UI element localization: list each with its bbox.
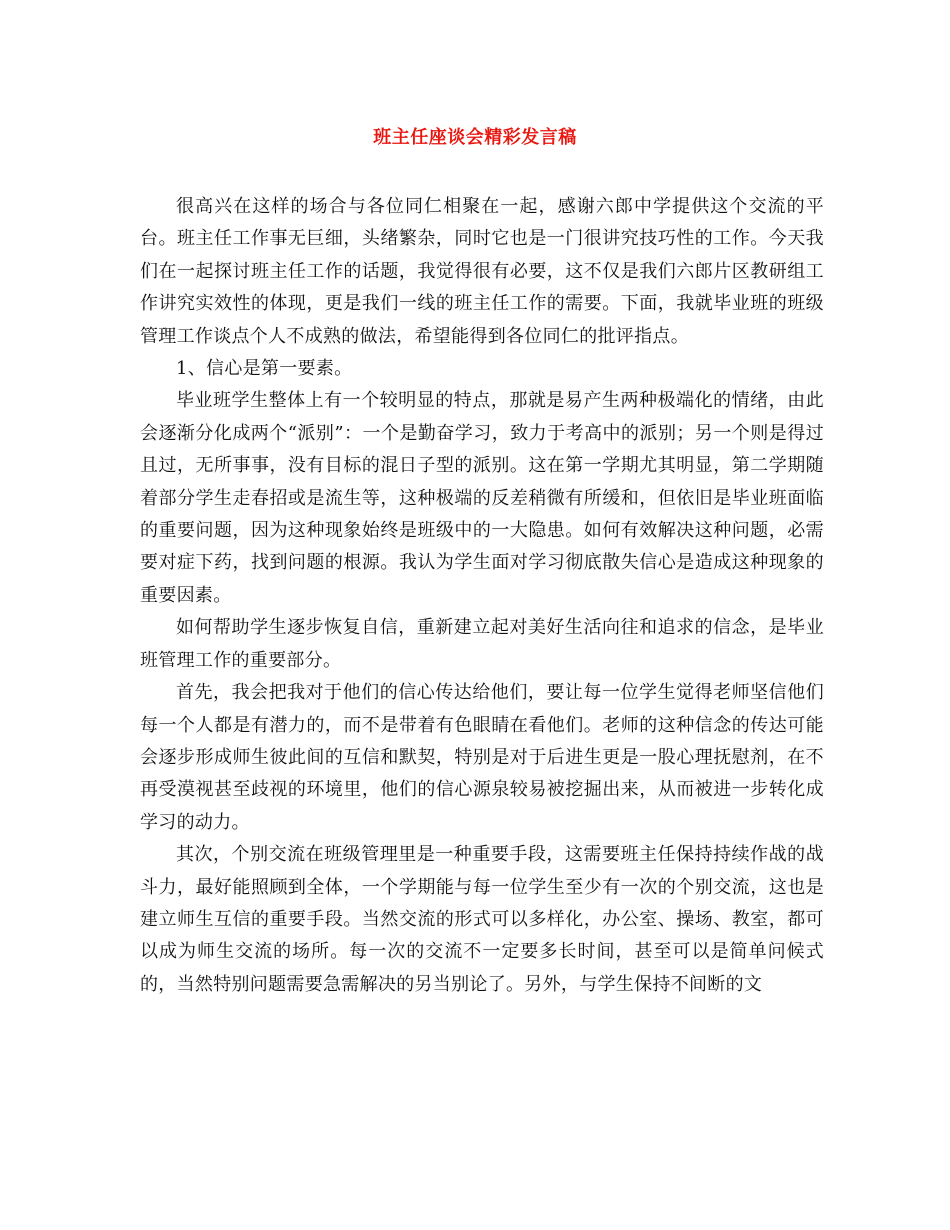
document-title: 班主任座谈会精彩发言稿 [373,127,577,148]
paragraph-intro: 很高兴在这样的场合与各位同仁相聚在一起，感谢六郎中学提供这个交流的平台。班主任工作事无巨细，头绪繁杂，同时它也是一门很讲究技巧性的工作。今天我们在一起探讨班主任工作的话题，我觉得很有必要，这不仅是我们六郎片区教研组工作讲究实效性的体现，更是我们一线的班主任工作的需要。下面，我就毕业班的班级管理工作谈点个人不成熟的做法，希望能得到各位同仁的批评指点。 [140,196,824,347]
section-heading-confidence: 1、信心是第一要素。 [176,358,353,380]
paragraph-first: 首先，我会把我对于他们的信心传达给他们，要让每一位学生觉得老师坚信他们每一个人都是有潜力的，而不是带着有色眼睛在看他们。老师的这种信念的传达可能会逐步形成师生彼此间的互信和默契，特别是对于后进生更是一股心理抚慰剂，在不再受漠视甚至歧视的环境里，他们的信心源泉较易被挖掘出来，从而被进一步转化成学习的动力。 [140,682,824,833]
paragraph-second: 其次，个别交流在班级管理里是一种重要手段，这需要班主任保持持续作战的战斗力，最好能照顾到全体，一个学期能与每一位学生至少有一次的个别交流，这也是建立师生互信的重要手段。当然交流的形式可以多样化，办公室、操场、教室，都可以成为师生交流的场所。每一次的交流不一定要多长时间，甚至可以是简单问候式的，当然特别问题需要急需解决的另当别论了。另外，与学生保持不间断的文 [140,844,824,995]
paragraph-restore-confidence: 如何帮助学生逐步恢复自信，重新建立起对美好生活向往和追求的信念，是毕业班管理工作的重要部分。 [140,617,824,671]
document-body [140,191,824,1001]
paragraph-graduating-class: 毕业班学生整体上有一个较明显的特点，那就是易产生两种极端化的情绪，由此会逐渐分化成两个“派别”：一个是勤奋学习，致力于考高中的派别；另一个则是得过且过，无所事事，没有目标的混日子型的派别。这在第一学期尤其明显，第二学期随着部分学生走春招或是流生等，这种极端的反差稍微有所缓和，但依旧是毕业班面临的重要问题，因为这种现象始终是班级中的一大隐患。如何有效解决这种问题，必需要对症下药，找到问题的根源。我认为学生面对学习彻底散失信心是造成这种现象的重要因素。 [140,390,824,606]
